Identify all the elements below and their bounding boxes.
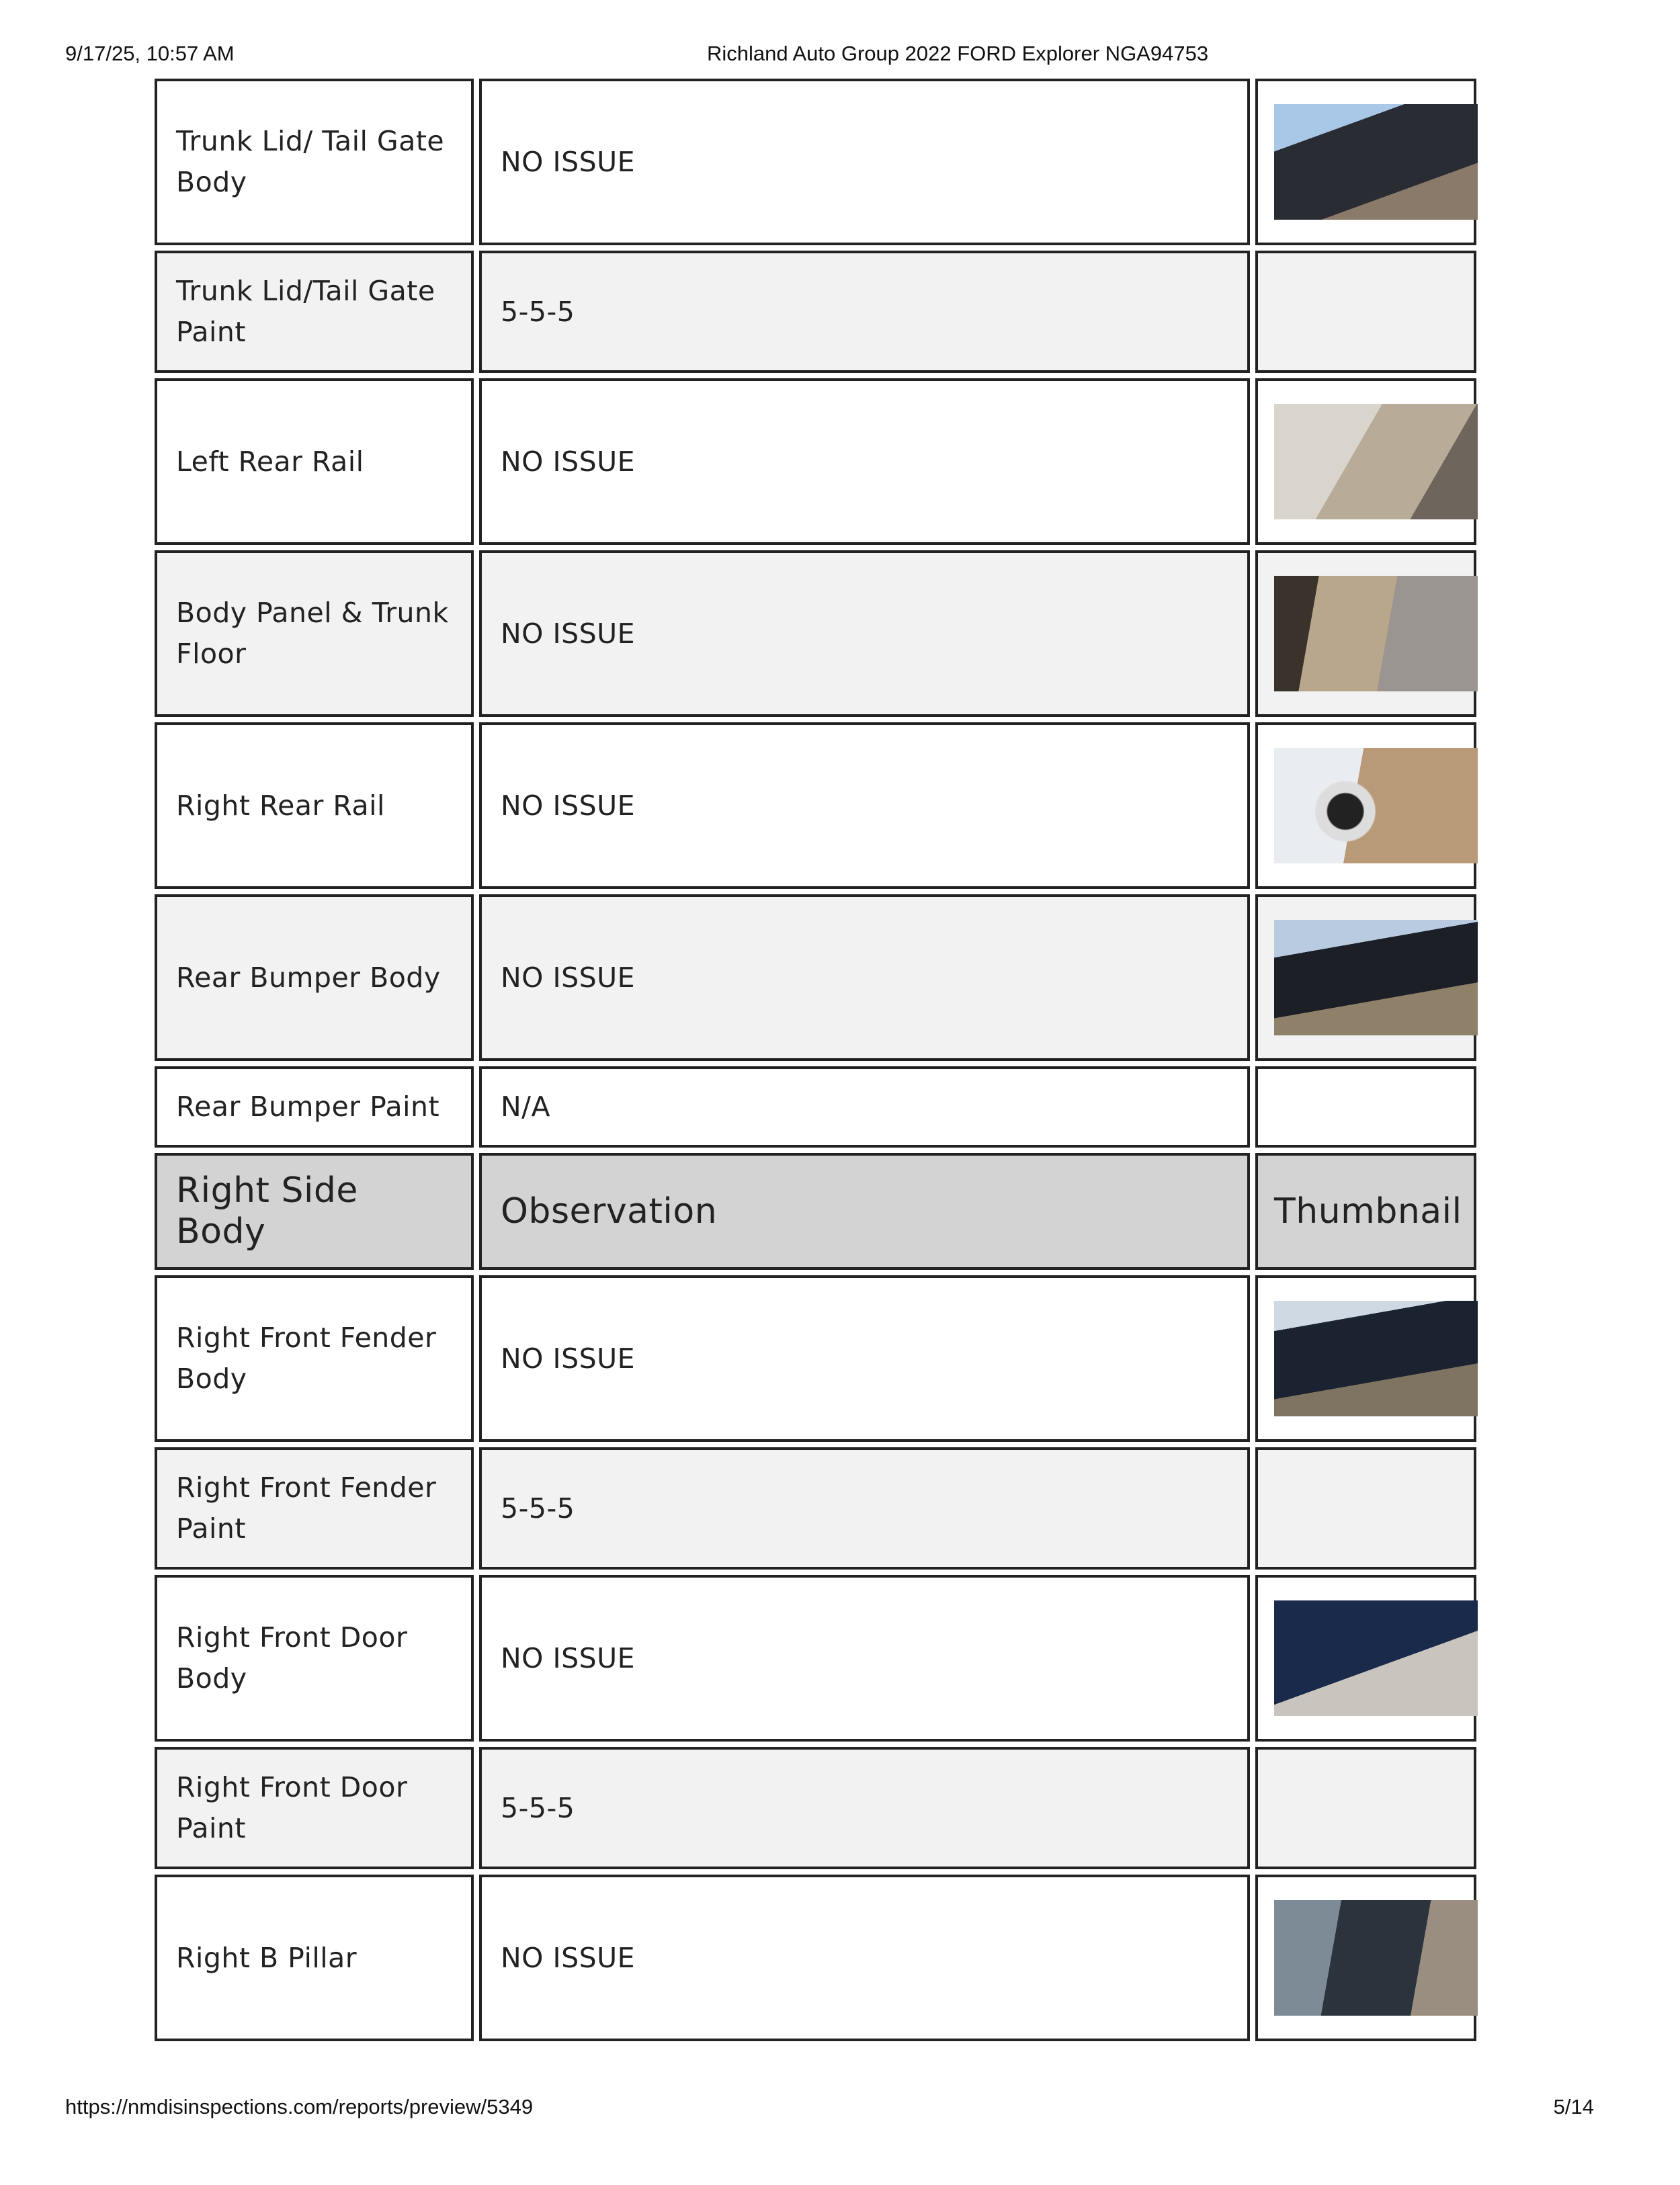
thumbnail-cell: [1255, 1747, 1476, 1869]
table-row: [155, 894, 1476, 1061]
thumbnail-cell: [1255, 79, 1476, 245]
table-row: [155, 1447, 1476, 1570]
item-name: Right Front Door Paint: [155, 1747, 474, 1869]
thumbnail-image[interactable]: [1274, 1600, 1478, 1716]
item-name: Rear Bumper Body: [155, 894, 474, 1061]
thumbnail-image[interactable]: [1274, 748, 1478, 863]
print-datetime: 9/17/25, 10:57 AM: [65, 42, 235, 65]
item-name: Trunk Lid/Tail Gate Paint: [155, 251, 474, 373]
thumbnail-image[interactable]: [1274, 1900, 1478, 2016]
thumbnail-cell: [1255, 1575, 1476, 1742]
table-row: [155, 722, 1476, 889]
item-name: Right Front Door Body: [155, 1575, 474, 1742]
document-title: Richland Auto Group 2022 FORD Explorer NGA94753: [706, 42, 1209, 65]
thumbnail-cell: [1255, 1875, 1476, 2041]
column-header-thumbnail: Thumbnail: [1255, 1153, 1476, 1270]
observation: 5-5-5: [479, 1747, 1250, 1869]
observation: NO ISSUE: [479, 1875, 1250, 2041]
thumbnail-image[interactable]: [1274, 404, 1478, 519]
thumbnail-image[interactable]: [1274, 576, 1478, 691]
thumbnail-image[interactable]: [1274, 920, 1478, 1035]
thumbnail-cell: [1255, 550, 1476, 717]
item-name: Right B Pillar: [155, 1875, 474, 2041]
page-url: https://nmdisinspections.com/reports/preview/5349: [65, 2095, 534, 2118]
table-row: [155, 79, 1476, 245]
table-row: [155, 1066, 1476, 1148]
thumbnail-cell: [1255, 1066, 1476, 1148]
observation: N/A: [479, 1066, 1250, 1148]
table-row: [155, 1747, 1476, 1869]
table-row: [155, 1275, 1476, 1442]
table-row: [155, 378, 1476, 545]
observation: 5-5-5: [479, 251, 1250, 373]
item-name: Body Panel & Trunk Floor: [155, 550, 474, 717]
thumbnail-cell: [1255, 1447, 1476, 1570]
thumbnail-cell: [1255, 378, 1476, 545]
thumbnail-image[interactable]: [1274, 1301, 1478, 1416]
thumbnail-image[interactable]: [1274, 104, 1478, 220]
item-name: Right Rear Rail: [155, 722, 474, 889]
observation: NO ISSUE: [479, 894, 1250, 1061]
observation: NO ISSUE: [479, 378, 1250, 545]
table-row: [155, 550, 1476, 717]
observation: NO ISSUE: [479, 1575, 1250, 1742]
column-header-observation: Observation: [479, 1153, 1250, 1270]
item-name: Trunk Lid/ Tail Gate Body: [155, 79, 474, 245]
table-row: [155, 1575, 1476, 1742]
table-row: [155, 251, 1476, 373]
thumbnail-cell: [1255, 722, 1476, 889]
table-row: [155, 1875, 1476, 2041]
thumbnail-cell: [1255, 251, 1476, 373]
thumbnail-cell: [1255, 894, 1476, 1061]
section-header-row: [155, 1153, 1476, 1270]
observation: NO ISSUE: [479, 79, 1250, 245]
observation: NO ISSUE: [479, 722, 1250, 889]
page-number: 5/14: [1553, 2095, 1594, 2118]
observation: NO ISSUE: [479, 1275, 1250, 1442]
thumbnail-cell: [1255, 1275, 1476, 1442]
observation: 5-5-5: [479, 1447, 1250, 1570]
item-name: Right Front Fender Paint: [155, 1447, 474, 1570]
section-title: Right Side Body: [155, 1153, 474, 1270]
item-name: Rear Bumper Paint: [155, 1066, 474, 1148]
inspection-table: [149, 73, 1482, 2047]
item-name: Right Front Fender Body: [155, 1275, 474, 1442]
item-name: Left Rear Rail: [155, 378, 474, 545]
observation: NO ISSUE: [479, 550, 1250, 717]
